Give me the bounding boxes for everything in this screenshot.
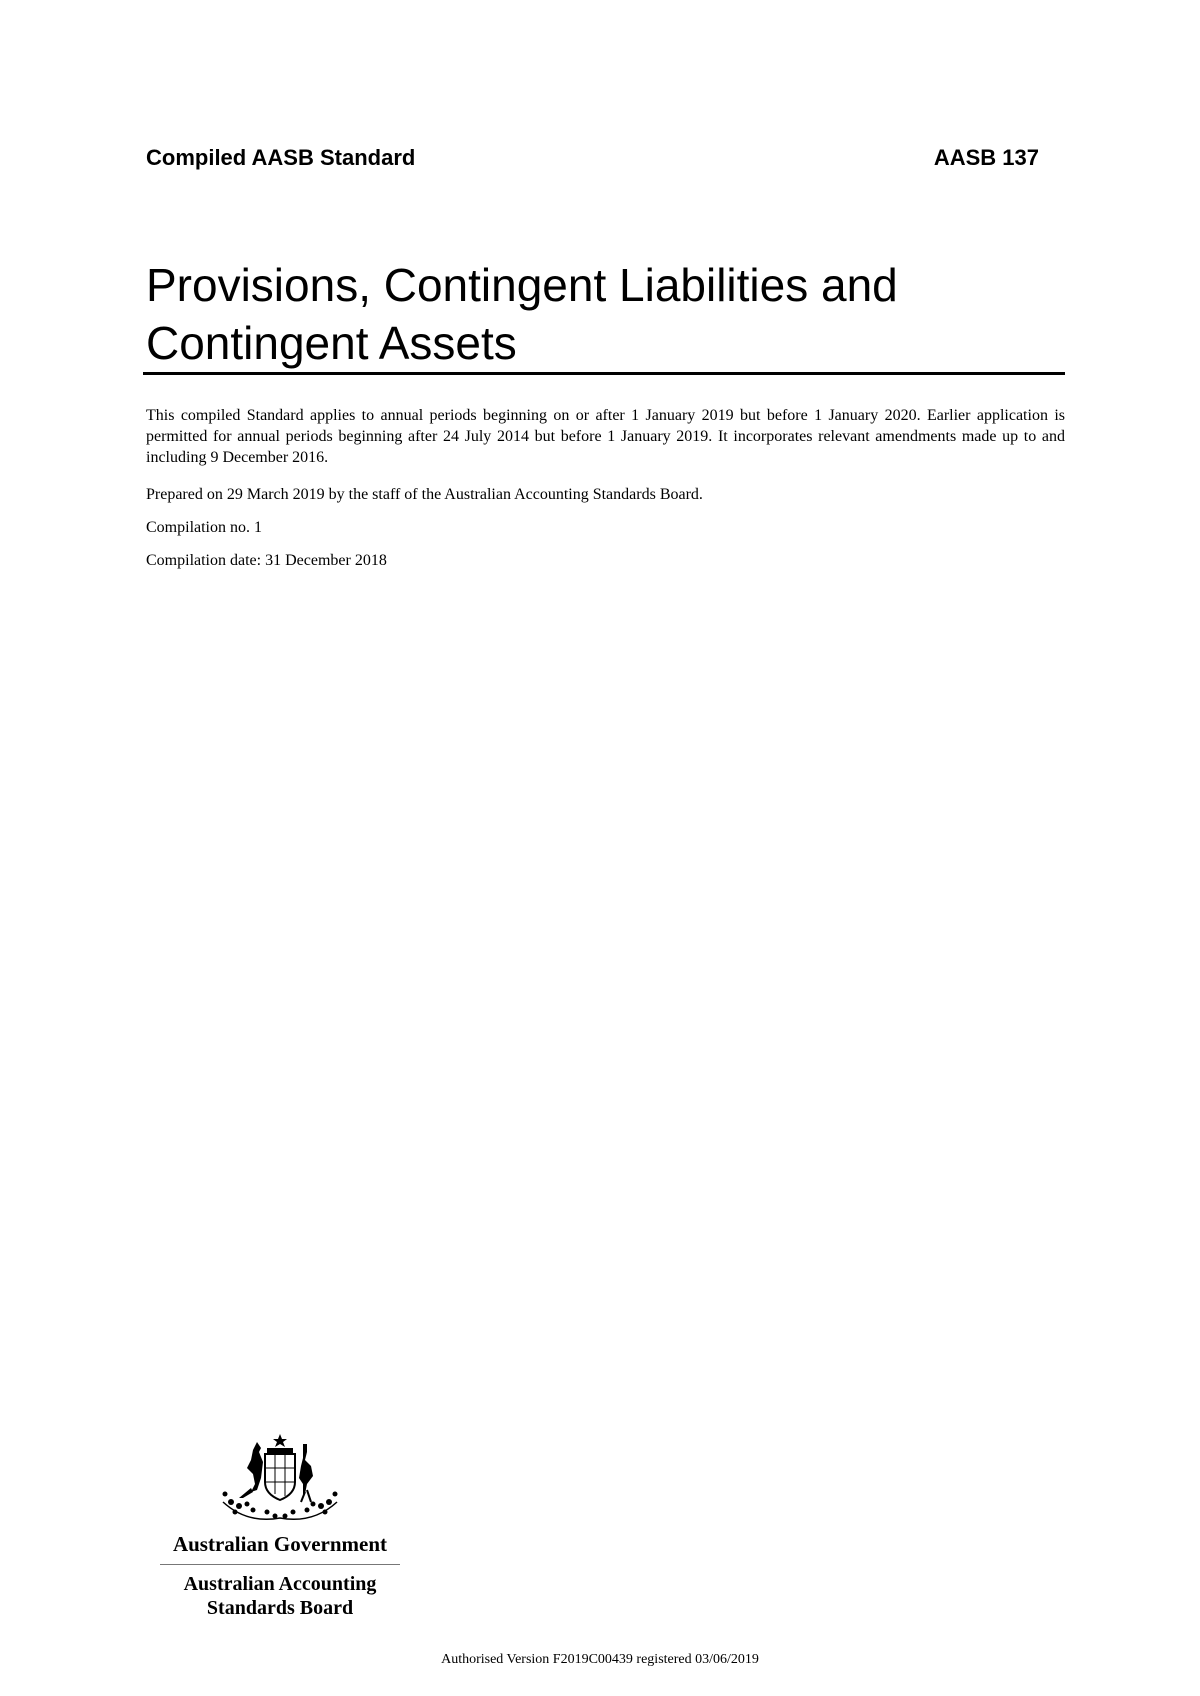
compilation-date: Compilation date: 31 December 2018 (146, 552, 387, 569)
document-header (146, 145, 1039, 175)
title-divider (143, 372, 1065, 375)
compilation-number: Compilation no. 1 (146, 519, 262, 536)
application-paragraph: This compiled Standard applies to annual periods beginning on or after 1 January 2019 but before 1 January 2020. Earlier application is permitted for annual periods beginning after 24 July 2014 but before 1 January 2019. It incorporates relevant amendments made up to and including 9 December 2016. (146, 407, 1065, 466)
logo-divider (160, 1564, 400, 1565)
standard-type-label: Compiled AASB Standard (146, 145, 416, 170)
document-title (146, 256, 1066, 372)
coat-of-arms-icon (217, 1432, 343, 1524)
standard-number: AASB 137 (933, 145, 1039, 170)
aasb-logo (155, 1432, 405, 1632)
government-name: Australian Government (172, 1532, 388, 1556)
authorised-version-footer: Authorised Version F2019C00439 registered 03/06/2019 (441, 1652, 759, 1667)
title-line-2: Contingent Assets (146, 317, 517, 369)
prepared-paragraph: Prepared on 29 March 2019 by the staff of the Australian Accounting Standards Board. (146, 486, 703, 503)
board-name (155, 1572, 405, 1620)
title-line-1: Provisions, Contingent Liabilities and (146, 259, 898, 311)
board-name-line-2: Standards Board (206, 1597, 354, 1619)
board-name-line-1: Australian Accounting (183, 1573, 377, 1595)
